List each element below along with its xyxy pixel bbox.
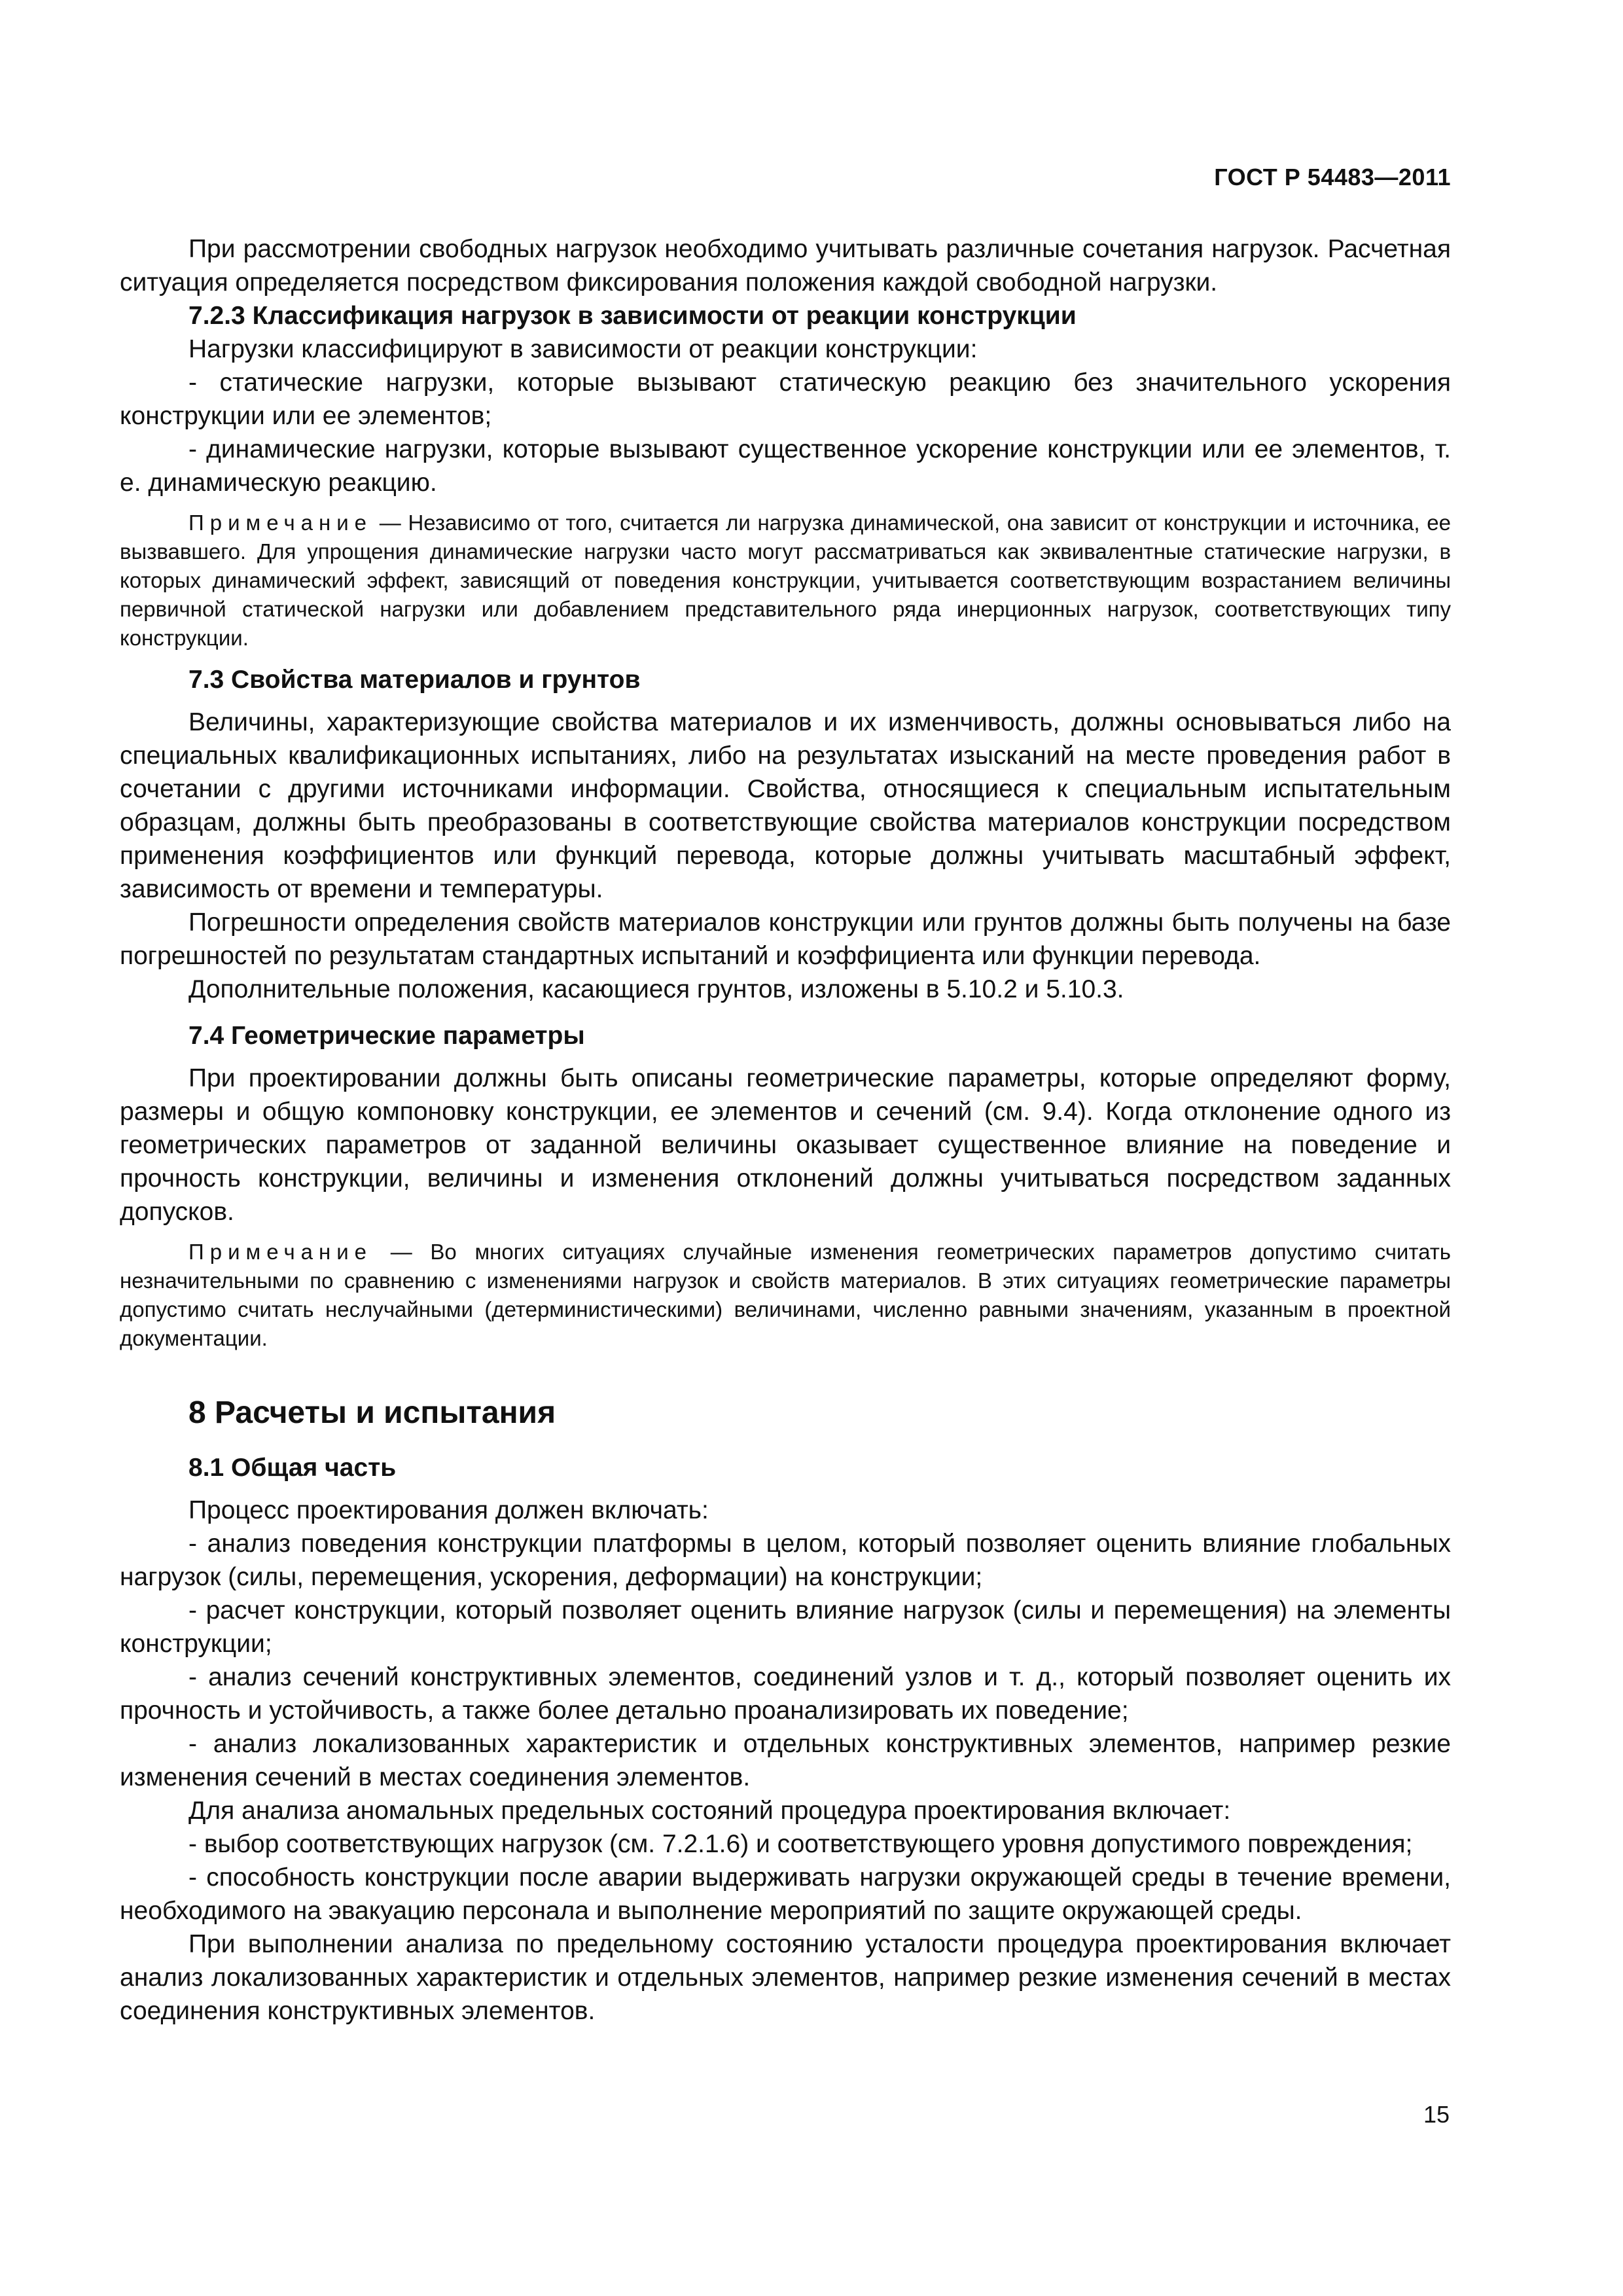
paragraph: Процесс проектирования должен включать: — [188, 1496, 709, 1524]
section-heading: 8.1 Общая часть — [188, 1454, 397, 1482]
list-item: - анализ локализованных характеристик и отдельных конструктивных элементов, например резкие изменения сечений в местах соединения элементов. — [120, 1730, 1451, 1791]
paragraph: Дополнительные положения, касающиеся грунтов, изложены в 5.10.2 и 5.10.3. — [188, 975, 1124, 1003]
section-heading: 7.3 Свойства материалов и грунтов — [188, 666, 641, 694]
list-item: - анализ сечений конструктивных элементов, соединений узлов и т. д., который позволяет оценить их прочность и устойчивость, а также более детально проанализировать их поведение; — [120, 1663, 1451, 1725]
list-item: - статические нагрузки, которые вызывают статическую реакцию без значительного ускорения конструкции или ее элементов; — [120, 368, 1451, 430]
paragraph: При выполнении анализа по предельному состоянию усталости процедура проектирования включает анализ локализованных характеристик и отдельных элементов, например резкие изменения сечений в местах соединения конструктивных элементов. — [120, 1930, 1451, 2025]
chapter-heading: 8 Расчеты и испытания — [188, 1395, 556, 1430]
note — [120, 509, 1451, 653]
note-label: Примечание — [188, 511, 373, 535]
note-text: — Во многих ситуациях случайные изменения геометрических параметров допустимо считать незначительными по сравнению с изменениями нагрузок и свойств материалов. В этих ситуациях геометрические параметры допустимо считать неслучайными (детерминистическими) величинами, численно равными значениям, указанным в проектной документации. — [120, 1240, 1451, 1350]
note-text: — Независимо от того, считается ли нагрузка динамической, она зависит от конструкции и источника, ее вызвавшего. Для упрощения динамические нагрузки часто могут рассматриваться как эквивалентные статические нагрузки, в которых динамический эффект, зависящий от поведения конструкции, учитывается соответствующим возрастанием величины первичной статической нагрузки или добавлением представительного ряда инерционных нагрузок, соответствующих типу конструкции. — [120, 511, 1451, 650]
list-item: - анализ поведения конструкции платформы в целом, который позволяет оценить влияние глобальных нагрузок (силы, перемещения, ускорения, деформации) на конструкции; — [120, 1530, 1451, 1591]
paragraph: При рассмотрении свободных нагрузок необходимо учитывать различные сочетания нагрузок. Расчетная ситуация определяется посредством фиксирования положения каждой свободной нагрузки. — [120, 235, 1451, 296]
paragraph: При проектировании должны быть описаны геометрические параметры, которые определяют форму, размеры и общую компоновку конструкции, ее элементов и сечений (см. 9.4). Когда отклонение одного из геометрических параметров от заданной величины оказывает существенное влияние на поведение и прочность конструкции, величины и изменения отклонений должны учитываться посредством заданных допусков. — [120, 1064, 1451, 1226]
page-number: 15 — [1423, 2101, 1450, 2128]
document-body — [120, 232, 1451, 2028]
section-heading: 7.4 Геометрические параметры — [188, 1022, 585, 1050]
note-label: Примечание — [188, 1240, 373, 1264]
list-item: - расчет конструкции, который позволяет оценить влияние нагрузок (силы и перемещения) на элементы конструкции; — [120, 1596, 1451, 1658]
document-code-header: ГОСТ Р 54483—2011 — [1214, 164, 1451, 190]
paragraph: Нагрузки классифицируют в зависимости от реакции конструкции: — [188, 335, 978, 363]
paragraph: Для анализа аномальных предельных состояний процедура проектирования включает: — [188, 1797, 1231, 1825]
paragraph: Величины, характеризующие свойства материалов и их изменчивость, должны основываться либо на специальных квалификационных испытаниях, либо на результатах изысканий на месте проведения работ в сочетании с другими источниками информации. Свойства, относящиеся к специальным испытательным образцам, должны быть преобразованы в соответствующие свойства материалов конструкции посредством применения коэффициентов или функций перевода, которые должны учитывать масштабный эффект, зависимость от времени и температуры. — [120, 708, 1451, 903]
list-item: - динамические нагрузки, которые вызывают существенное ускорение конструкции или ее элементов, т. е. динамическую реакцию. — [120, 435, 1451, 497]
note — [120, 1238, 1451, 1353]
list-item: - способность конструкции после аварии выдерживать нагрузки окружающей среды в течение времени, необходимого на эвакуацию персонала и выполнение мероприятий по защите окружающей среды. — [120, 1863, 1451, 1925]
section-heading: 7.2.3 Классификация нагрузок в зависимости от реакции конструкции — [188, 302, 1077, 330]
list-item: - выбор соответствующих нагрузок (см. 7.2.1.6) и соответствующего уровня допустимого повреждения; — [188, 1830, 1413, 1858]
paragraph: Погрешности определения свойств материалов конструкции или грунтов должны быть получены на базе погрешностей по результатам стандартных испытаний и коэффициента или функции перевода. — [120, 908, 1451, 970]
